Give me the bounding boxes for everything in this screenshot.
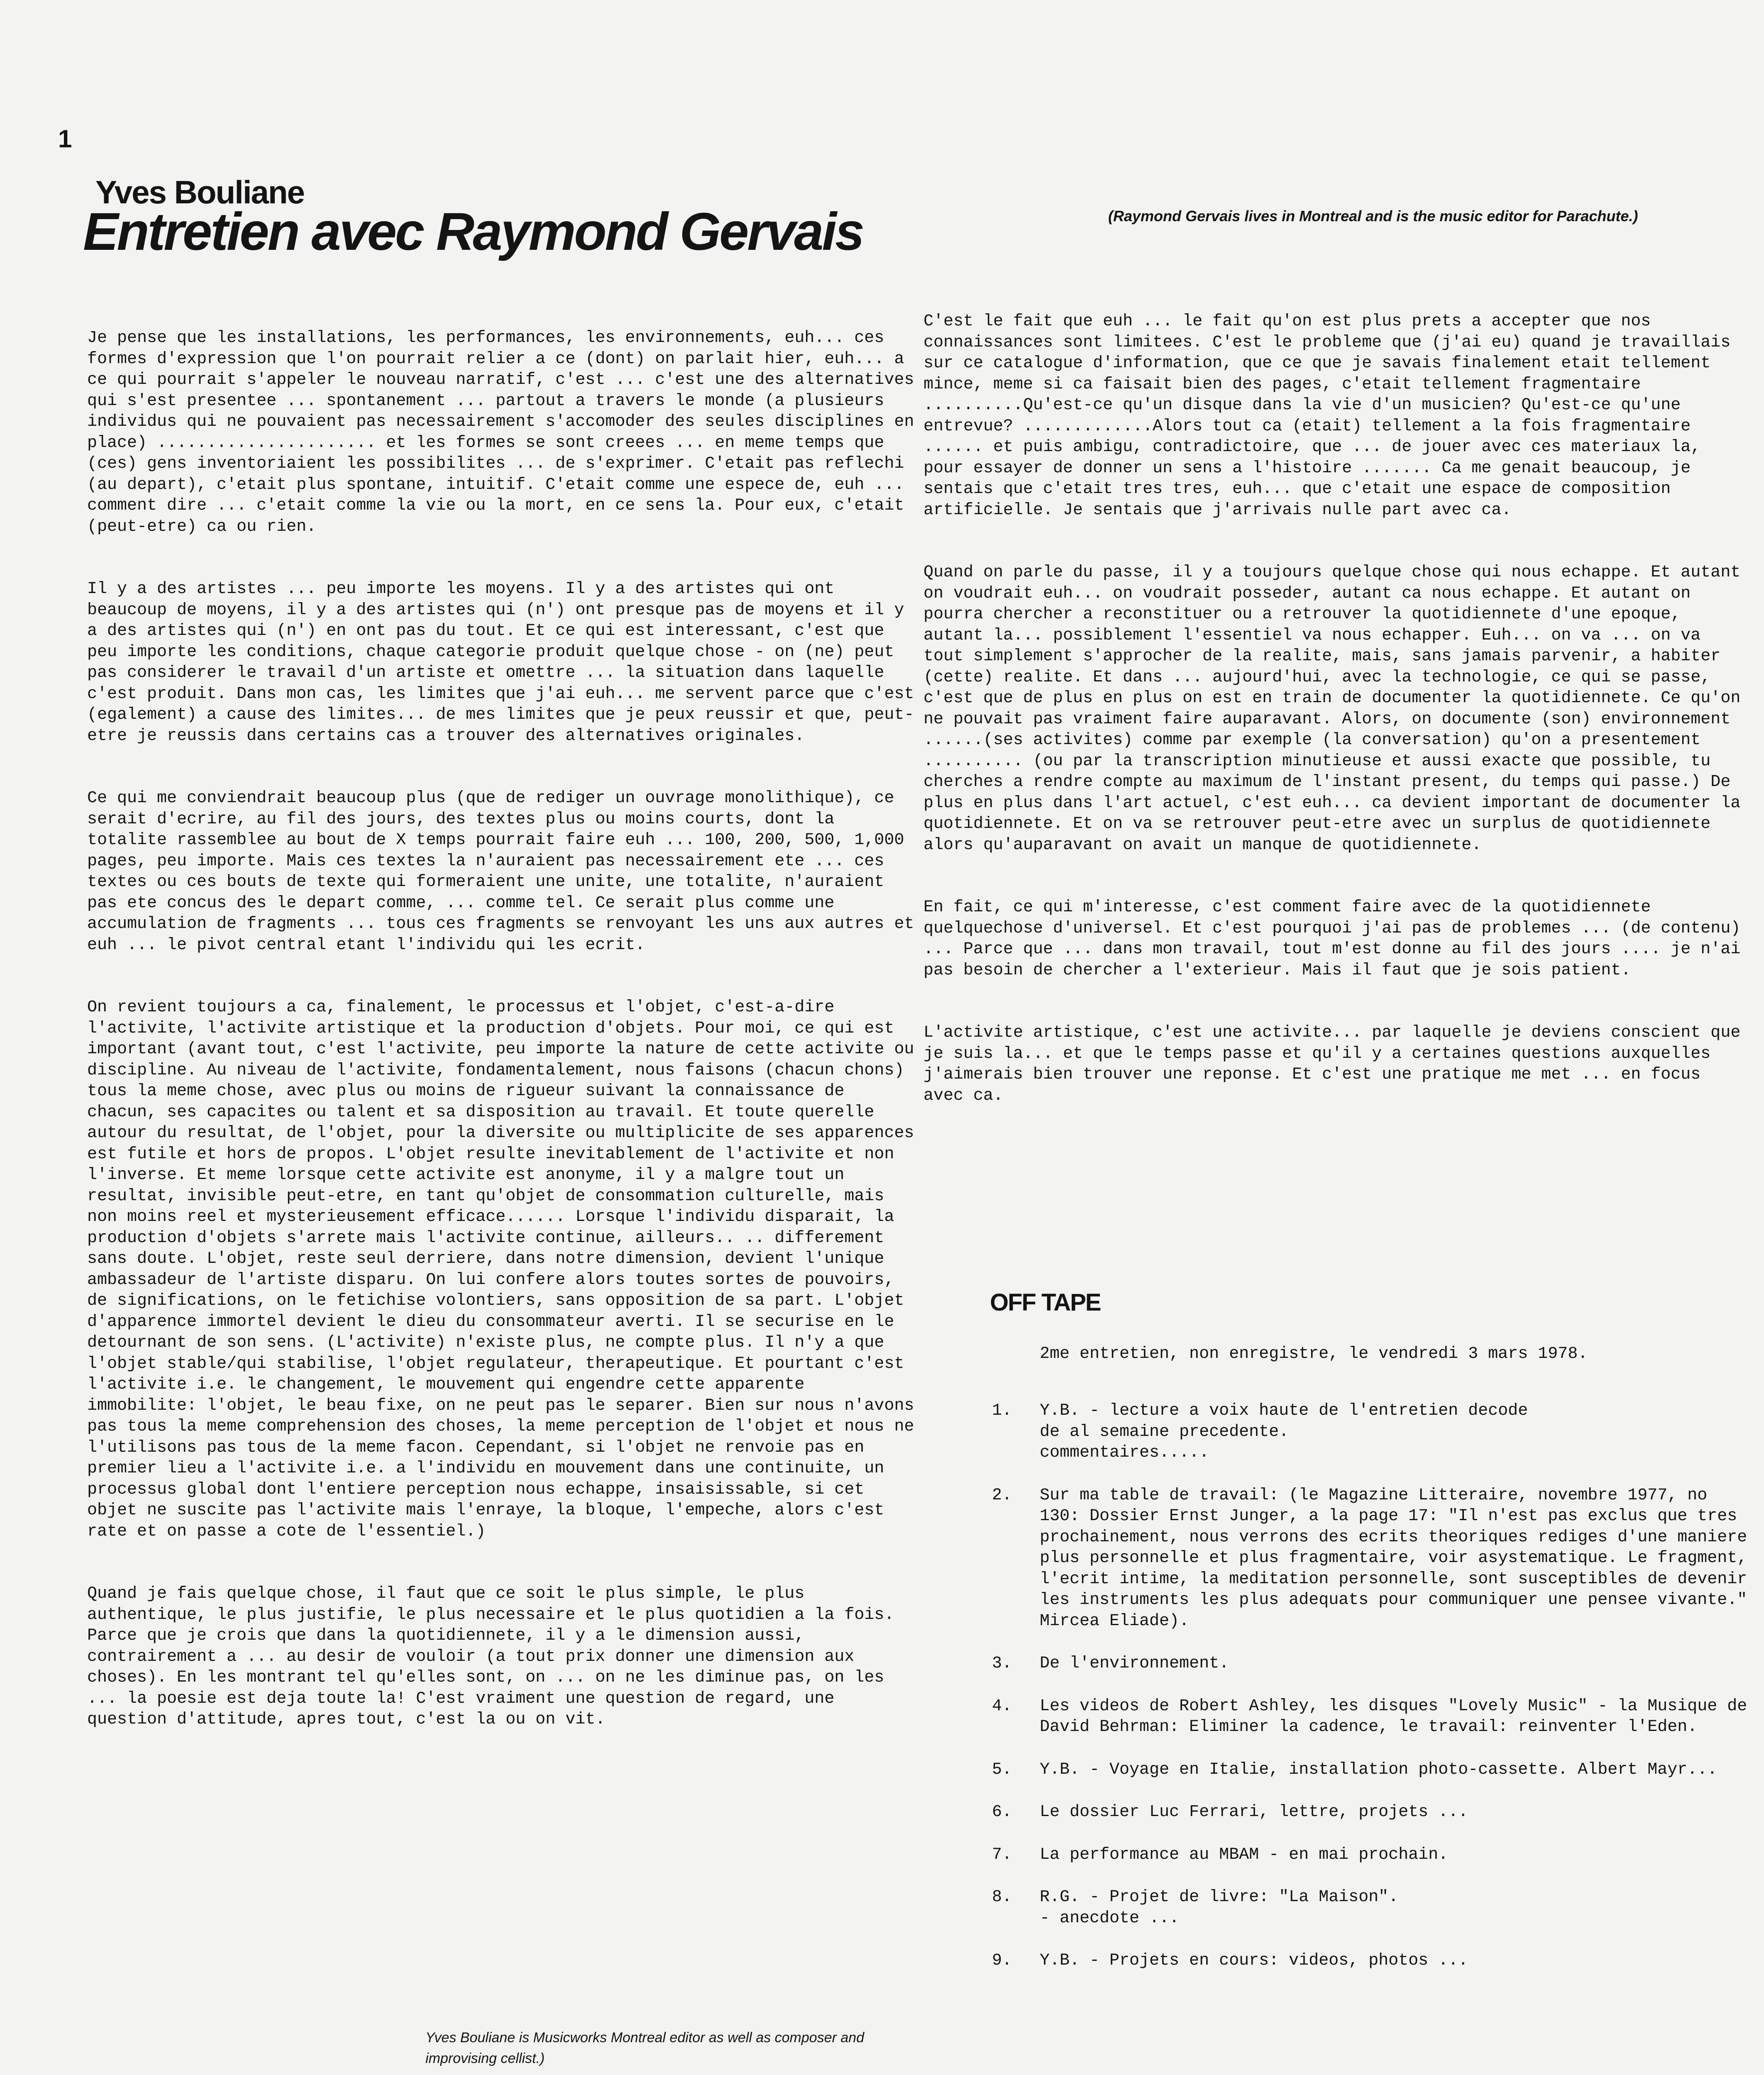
paragraph: L'activite artistique, c'est une activite... par laquelle je deviens conscient que je suis la... et que le temps passe et qu'il y a certaines questions auxquelles j'aimerais bien trouver une reponse. Et c'est une pratique me met ... en focus avec ca. [924,1023,1741,1105]
list-item: 9. Y.B. - Projets en cours: videos, photos ... [992,1951,1468,1970]
page-number: 1 [58,125,72,153]
list-item: 4. Les videos de Robert Ashley, les disques "Lovely Music" - la Musique de David Behrman: Eliminer la cadence, le travail: reinventer l'Eden. [992,1697,1747,1736]
right-text-column [924,311,1745,1148]
paragraph: Je pense que les installations, les performances, les environnements, euh... ces formes d'expression que l'on pourrait relier a ce (dont) on parlait hier, euh... a ce qui pourrait s'appeler le nouveau narratif, c'est ... c'est une des alternatives qui s'est presentee ... spontanement ... partout a travers le monde (a plusieurs individus qui ne pouvaient pas necessairement s'accomoder des seules disciplines en place) ...................... et les formes se sont creees ... en meme temps que (ces) gens inventoriaient les possibilites ... de s'exprimer. C'etait pas reflechi (au depart), c'etait plus spontane, intuitif. C'etait comme une espece de, euh ... comment dire ... c'etait comme la vie ou la mort, en ce sens la. Pour eux, c'etait (peut-etre) ca ou rien. [87,329,914,536]
list-item: 2. Sur ma table de travail: (le Magazine Litteraire, novembre 1977, no 130: Dossier Ernst Junger, a la page 17: "Il n'est pas exclus que tres prochainement, nous verrons des ecrits theoriques rediges d'une maniere plus personnelle et plus fragmentaire, voir asystematique. Le fragment, l'ecrit intime, la meditation personnelle, sont susceptibles de devenir les instruments les plus adequats pour communiquer une pensee vivante." Mircea Eliade). [992,1486,1747,1631]
list-item: 1. Y.B. - lecture a voix haute de l'entretien decode de al semaine precedente. commentaires..... [992,1401,1528,1462]
list-item: 8. R.G. - Projet de livre: "La Maison". - anecdote ... [992,1888,1399,1928]
paragraph: Il y a des artistes ... peu importe les moyens. Il y a des artistes qui ont beaucoup de moyens, il y a des artistes qui (n') ont presque pas de moyens et il y a des artistes qui (n') en ont pas du tout. Et ce qui est interessant, c'est que peu importe les conditions, chaque categorie produit quelque chose - on (ne) peut pas considerer le travail d'un artiste et omettre ... la situation dans laquelle c'est produit. Dans mon cas, les limites que j'ai euh... me servent parce que c'est (egalement) a cause des limites... de mes limites que je peux reussir et que, peut-etre je reussis dans certains cas a trouver des alternatives originales. [87,580,914,745]
off-tape-heading: OFF TAPE [990,1289,1101,1316]
interviewee-note: (Raymond Gervais lives in Montreal and is the music editor for Parachute.) [1108,208,1638,225]
off-tape-list [992,1401,1747,1993]
paragraph: On revient toujours a ca, finalement, le processus et l'objet, c'est-a-dire l'activite, l'activite artistique et la production d'objets. Pour moi, ce qui est important (avant tout, c'est l'activite, peu importe la nature de cette activite ou discipline. Au niveau de l'activite, fondamentalement, nous faisons (chacun chons) tous la meme chose, avec plus ou moins de rigueur suivant la connaissance de chacun, ses capacites ou talent et sa disposition au travail. Et toute querelle autour du resultat, de l'objet, pour la diversite ou multiplicite de ses apparences est futile et hors de propos. L'objet resulte inevitablement de l'activite et non l'inverse. Et meme lorsque cette activite est anonyme, il y a malgre tout un resultat, invisible peut-etre, en tant qu'objet de consommation culturelle, mais non moins reel et mysterieusement efficace...... Lorsque l'individu disparait, la production d'objets s'arrete mais l'activite continue, ailleurs.. .. differement sans doute. L'objet, reste seul derriere, dans notre dimension, devient l'unique ambassadeur de l'artiste disparu. On lui confere alors toutes sortes de pouvoirs, de significations, on le fetichise volontiers, sans opposition de sa part. L'objet d'apparence immortel devient le dieu du consommateur averti. Il se securise en le detournant de son sens. (L'activite) n'existe plus, ne compte plus. Il n'y a que l'objet stable/qui stabilise, l'objet regulateur, therapeutique. Et pourtant c'est l'activite i.e. le changement, le mouvement qui engendre cette apparente immobilite: l'objet, le beau fixe, on ne peut pas le separer. Bien sur nous n'avons pas tous la meme comprehension des choses, la meme perception de l'objet et nous ne l'utilisons pas tous de la meme facon. Cependant, si l'objet ne renvoie pas en premier lieu a l'activite i.e. a l'individu en mouvement dans une continuite, un processus global dont l'entiere perception nous echappe, insaisissable, si cet objet ne suscite pas l'activite mais l'enraye, la bloque, l'empeche, alors c'est rate et on passe a cote de l'essentiel.) [87,998,914,1541]
article-title: Entretien avec Raymond Gervais [83,202,863,261]
list-item: 5. Y.B. - Voyage en Italie, installation photo-cassette. Albert Mayr... [992,1760,1718,1779]
left-text-column [87,328,917,1772]
author-bio-note: Yves Bouliane is Musicworks Montreal editor as well as composer and improvising cellist.) [425,2030,864,2066]
paragraph: C'est le fait que euh ... le fait qu'on est plus prets a accepter que nos connaissances sont limitees. C'est le probleme que (j'ai eu) quand je travaillais sur ce catalogue d'information, que ce que je savais finalement etait tellement mince, meme si ca faisait bien des pages, c'etait tellement fragmentaire ..........Qu'est-ce qu'un disque dans la vie d'un musicien? Qu'est-ce qu'une entrevue? .............Alors tout ca (etait) tellement a la fois fragmentaire ...... et puis ambigu, contradictoire, que ... de jouer avec ces materiaux la, pour essayer de donner un sens a l'histoire ....... Ca me genait beaucoup, je sentais que c'etait tres tres, euh... que c'etait une espace de composition artificielle. Je sentais que j'arrivais nulle part avec ca. [924,312,1731,520]
list-item: 6. Le dossier Luc Ferrari, lettre, projets ... [992,1803,1468,1821]
list-item: 7. La performance au MBAM - en mai prochain. [992,1845,1449,1864]
off-tape-intro: 2me entretien, non enregistre, le vendredi 3 mars 1978. [1040,1345,1588,1363]
paragraph: Ce qui me conviendrait beaucoup plus (que de rediger un ouvrage monolithique), ce serait d'ecrire, au fil des jours, des textes plus ou moins courts, dont la totalite rassemblee au bout de X temps pourrait faire euh ... 100, 200, 500, 1,000 pages, peu importe. Mais ces textes la n'auraient pas necessairement ete ... ces textes ou ces bouts de texte qui formeraient une unite, une totalite, n'auraient pas ete concus des le depart comme, ... comme tel. Ce serait plus comme une accumulation de fragments ... tous ces fragments se renvoyant les uns aux autres et euh ... le pivot central etant l'individu qui les ecrit. [87,789,914,954]
article-author: Yves Bouliane [95,174,304,210]
list-item: 3. De l'environnement. [992,1654,1229,1673]
paragraph: Quand on parle du passe, il y a toujours quelque chose qui nous echappe. Et autant on voudrait euh... on voudrait posseder, autant ca nous echappe. Et autant on pourra chercher a reconstituer ou a retrouver la quotidiennete d'une epoque, autant la... possiblement l'essentiel va nous echapper. Euh... on va ... on va tout simplement s'approcher de la realite, mais, sans jamais parvenir, a habiter (cette) realite. Et dans ... aujourd'hui, avec la technologie, ce qui se passe, c'est que de plus en plus on est en train de documenter la quotidiennete. Ce qu'on ne pouvait pas vraiment faire auparavant. Alors, on documente (son) environnement ......(ses activites) comme par exemple (la conversation) qu'on a presentement .......... (ou par la transcription minutieuse et aussi exacte que possible, tu cherches a rendre compte au maximum de l'instant present, du temps qui passe.) De plus en plus dans l'art actuel, c'est euh... ca devient important de documenter la quotidiennete. Et on va se retrouver peut-etre avec un surplus de quotidiennete alors qu'auparavant on avait un manque de quotidiennete. [924,563,1741,854]
paragraph: En fait, ce qui m'interesse, c'est comment faire avec de la quotidiennete quelquechose d'universel. Et c'est pourquoi j'ai pas de problemes ... (de contenu) ... Parce que ... dans mon travail, tout m'est donne au fil des jours .... je n'ai pas besoin de chercher a l'exterieur. Mais il faut que je sois patient. [924,898,1741,980]
paragraph: Quand je fais quelque chose, il faut que ce soit le plus simple, le plus authentique, le plus justifie, le plus necessaire et le plus quotidien a la fois. Parce que je crois que dans la quotidiennete, il y a le dimension aussi, contrairement a ... au desir de vouloir (a tout prix donner une dimension aux choses). En les montrant tel qu'elles sont, on ... on ne les diminue pas, on les ... la poesie est deja toute la! C'est vraiment une question de regard, une question d'attitude, apres tout, c'est la ou on vit. [87,1584,894,1729]
